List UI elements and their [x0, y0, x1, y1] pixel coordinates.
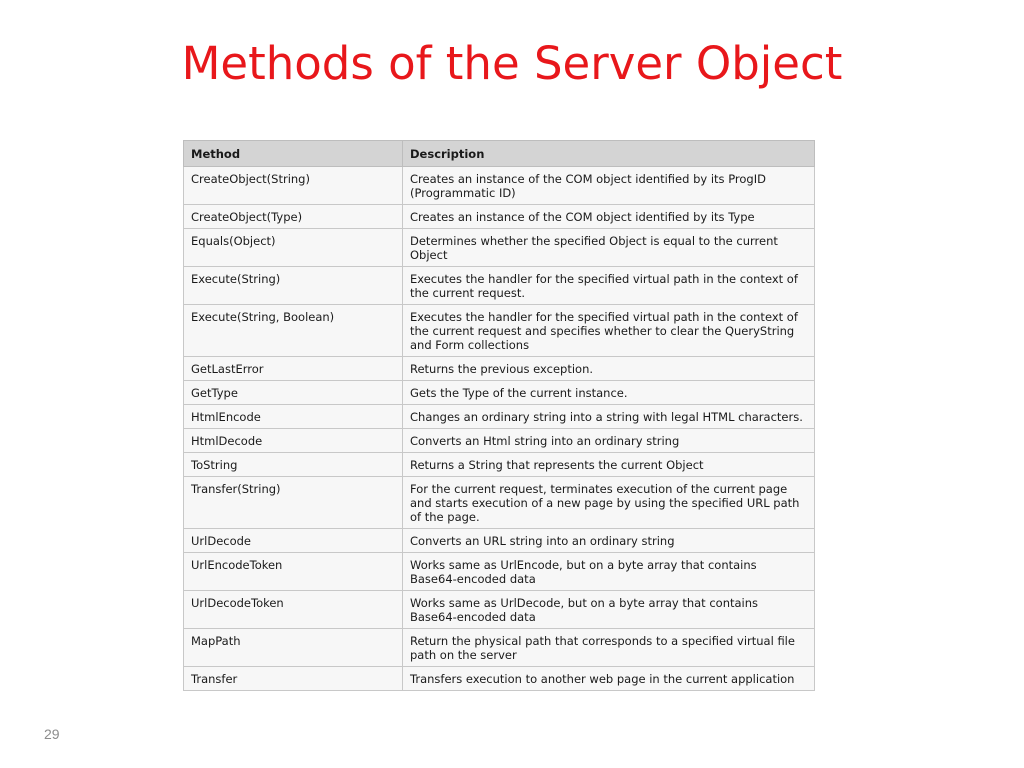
description-cell: Transfers execution to another web page in the current application [403, 667, 815, 691]
table-row [184, 357, 815, 381]
methods-table-container [183, 140, 814, 691]
description-cell: Gets the Type of the current instance. [403, 381, 815, 405]
method-cell: MapPath [184, 629, 403, 667]
description-cell: Converts an URL string into an ordinary string [403, 529, 815, 553]
table-row [184, 167, 815, 205]
method-cell: Execute(String, Boolean) [184, 305, 403, 357]
description-cell: Executes the handler for the specified virtual path in the context of the current request. [403, 267, 815, 305]
table-row [184, 667, 815, 691]
table-row [184, 229, 815, 267]
method-cell: CreateObject(Type) [184, 205, 403, 229]
description-cell: Creates an instance of the COM object identified by its Type [403, 205, 815, 229]
method-cell: Transfer [184, 667, 403, 691]
table-row [184, 553, 815, 591]
description-cell: Returns a String that represents the current Object [403, 453, 815, 477]
header-method: Method [184, 141, 403, 167]
table-row [184, 629, 815, 667]
method-cell: HtmlEncode [184, 405, 403, 429]
description-cell: Changes an ordinary string into a string with legal HTML characters. [403, 405, 815, 429]
table-row [184, 529, 815, 553]
method-cell: UrlDecode [184, 529, 403, 553]
description-cell: For the current request, terminates execution of the current page and starts execution of a new page by using the specified URL path of the page. [403, 477, 815, 529]
table-body [184, 167, 815, 691]
methods-table [183, 140, 815, 691]
table-row [184, 405, 815, 429]
method-cell: CreateObject(String) [184, 167, 403, 205]
method-cell: UrlDecodeToken [184, 591, 403, 629]
method-cell: GetType [184, 381, 403, 405]
table-row [184, 205, 815, 229]
description-cell: Works same as UrlEncode, but on a byte array that contains Base64-encoded data [403, 553, 815, 591]
page-number: 29 [44, 726, 60, 742]
method-cell: Equals(Object) [184, 229, 403, 267]
table-row [184, 429, 815, 453]
table-header-row [184, 141, 815, 167]
description-cell: Creates an instance of the COM object identified by its ProgID (Programmatic ID) [403, 167, 815, 205]
description-cell: Return the physical path that corresponds to a specified virtual file path on the server [403, 629, 815, 667]
description-cell: Executes the handler for the specified virtual path in the context of the current request and specifies whether to clear the QueryString and Form collections [403, 305, 815, 357]
method-cell: UrlEncodeToken [184, 553, 403, 591]
table-row [184, 305, 815, 357]
method-cell: HtmlDecode [184, 429, 403, 453]
description-cell: Determines whether the specified Object is equal to the current Object [403, 229, 815, 267]
table-row [184, 381, 815, 405]
table-row [184, 591, 815, 629]
description-cell: Converts an Html string into an ordinary string [403, 429, 815, 453]
table-row [184, 477, 815, 529]
table-row [184, 267, 815, 305]
table-row [184, 453, 815, 477]
method-cell: Transfer(String) [184, 477, 403, 529]
slide-title: Methods of the Server Object [181, 37, 843, 90]
description-cell: Works same as UrlDecode, but on a byte array that contains Base64-encoded data [403, 591, 815, 629]
description-cell: Returns the previous exception. [403, 357, 815, 381]
method-cell: GetLastError [184, 357, 403, 381]
method-cell: ToString [184, 453, 403, 477]
header-description: Description [403, 141, 815, 167]
method-cell: Execute(String) [184, 267, 403, 305]
